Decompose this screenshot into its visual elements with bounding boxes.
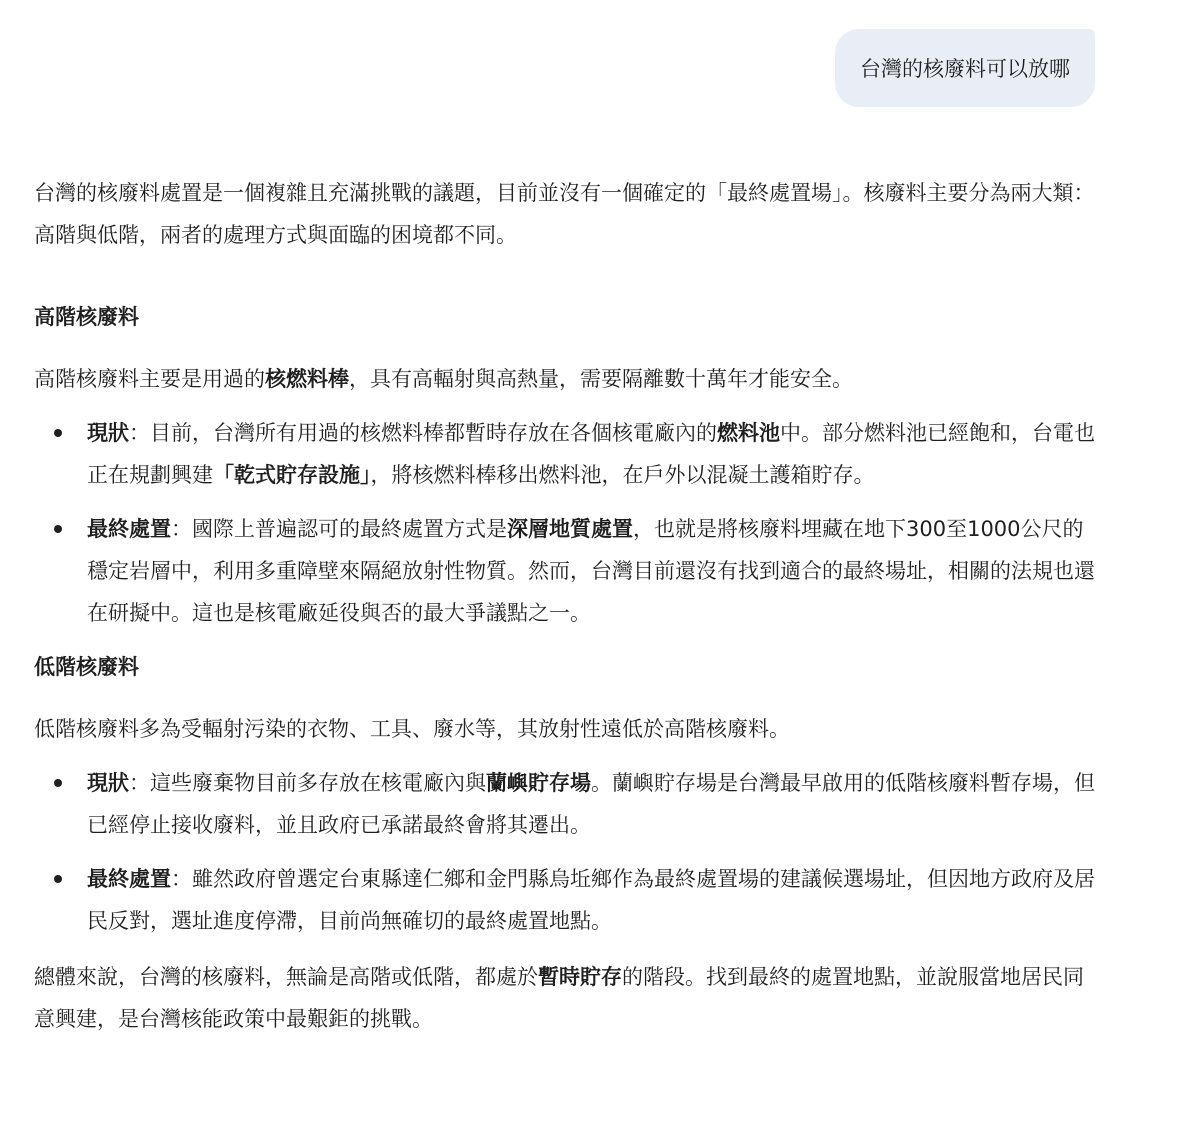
text-span: ：國際上普遍認可的最終處置方式是 [171, 517, 507, 541]
text-span: 。蘭嶼貯存場是台灣最早啟用的低階核廢料暫存場，但已經停止接收廢料，並且政府已承諾最終會將其遷出。 [87, 771, 1095, 837]
user-message-bubble [835, 29, 1095, 107]
bullet-icon [54, 779, 62, 787]
text-span: ：目前，台灣所有用過的核燃料棒都暫時存放在各個核電廠內的 [129, 421, 717, 445]
bullet-icon [54, 875, 62, 883]
bold-label: 最終處置 [87, 517, 171, 541]
text-span: ，具有高輻射與高熱量，需要隔離數十萬年才能安全。 [349, 367, 853, 391]
bold-text: 深層地質處置 [507, 517, 633, 541]
text-span: 總體來說，台灣的核廢料，無論是高階或低階，都處於 [34, 965, 538, 989]
text-span: ，將核燃料棒移出燃料池，在戶外以混凝土護箱貯存。 [370, 463, 875, 487]
bold-label: 最終處置 [87, 867, 171, 891]
list-item [34, 412, 1104, 496]
bold-text: 燃料池 [717, 421, 780, 445]
list-item [34, 762, 1104, 846]
bold-text: 蘭嶼貯存場 [486, 771, 591, 795]
text-span: ：這些廢棄物目前多存放在核電廠內與 [129, 771, 486, 795]
list-item [34, 858, 1104, 942]
bullet-icon [54, 429, 62, 437]
list-item [34, 508, 1104, 634]
text-span: ：雖然政府曾選定台東縣達仁鄉和金門縣烏坵鄉作為最終處置場的建議候選場址，但因地方政府及居民反對，選址進度停滯，目前尚無確切的最終處置地點。 [87, 867, 1095, 933]
text-span: 的階段。找到最終的處置地點，並說服當地居民同意興建，是台灣核能政策中最艱鉅的挑戰。 [34, 965, 1084, 1031]
bold-text: 暫時貯存 [538, 965, 622, 989]
high-level-description [34, 358, 1104, 400]
text-span: 中。部分燃料池已經飽和，台電也正在規劃興建 [87, 421, 1095, 487]
section-title-low-level: 低階核廢料 [34, 655, 139, 679]
summary-paragraph [34, 956, 1104, 1040]
bold-label: 現狀 [87, 421, 129, 445]
user-message-text: 台灣的核廢料可以放哪 [860, 57, 1070, 81]
intro-paragraph: 台灣的核廢料處置是一個複雜且充滿挑戰的議題，目前並沒有一個確定的「最終處置場」。核廢料主要分為兩大類：高階與低階，兩者的處理方式與面臨的困境都不同。 [34, 181, 1095, 247]
bold-label: 現狀 [87, 771, 129, 795]
bullet-icon [54, 525, 62, 533]
bold-text: 核燃料棒 [265, 367, 349, 391]
bold-text: 「乾式貯存設施」 [213, 463, 371, 487]
high-level-list [34, 412, 1104, 634]
section-title-high-level: 高階核廢料 [34, 305, 139, 329]
text-span: 高階核廢料主要是用過的 [34, 367, 265, 391]
low-level-list [34, 762, 1104, 942]
assistant-response [34, 172, 1104, 1040]
text-span: ，也就是將核廢料埋藏在地下300至1000公尺的穩定岩層中，利用多重障壁來隔絕放射性物質。然而，台灣目前還沒有找到適合的最終場址，相關的法規也還在研擬中。這也是核電廠延役與否的最大爭議點之一。 [87, 517, 1095, 625]
low-level-description: 低階核廢料多為受輻射污染的衣物、工具、廢水等，其放射性遠低於高階核廢料。 [34, 717, 790, 741]
